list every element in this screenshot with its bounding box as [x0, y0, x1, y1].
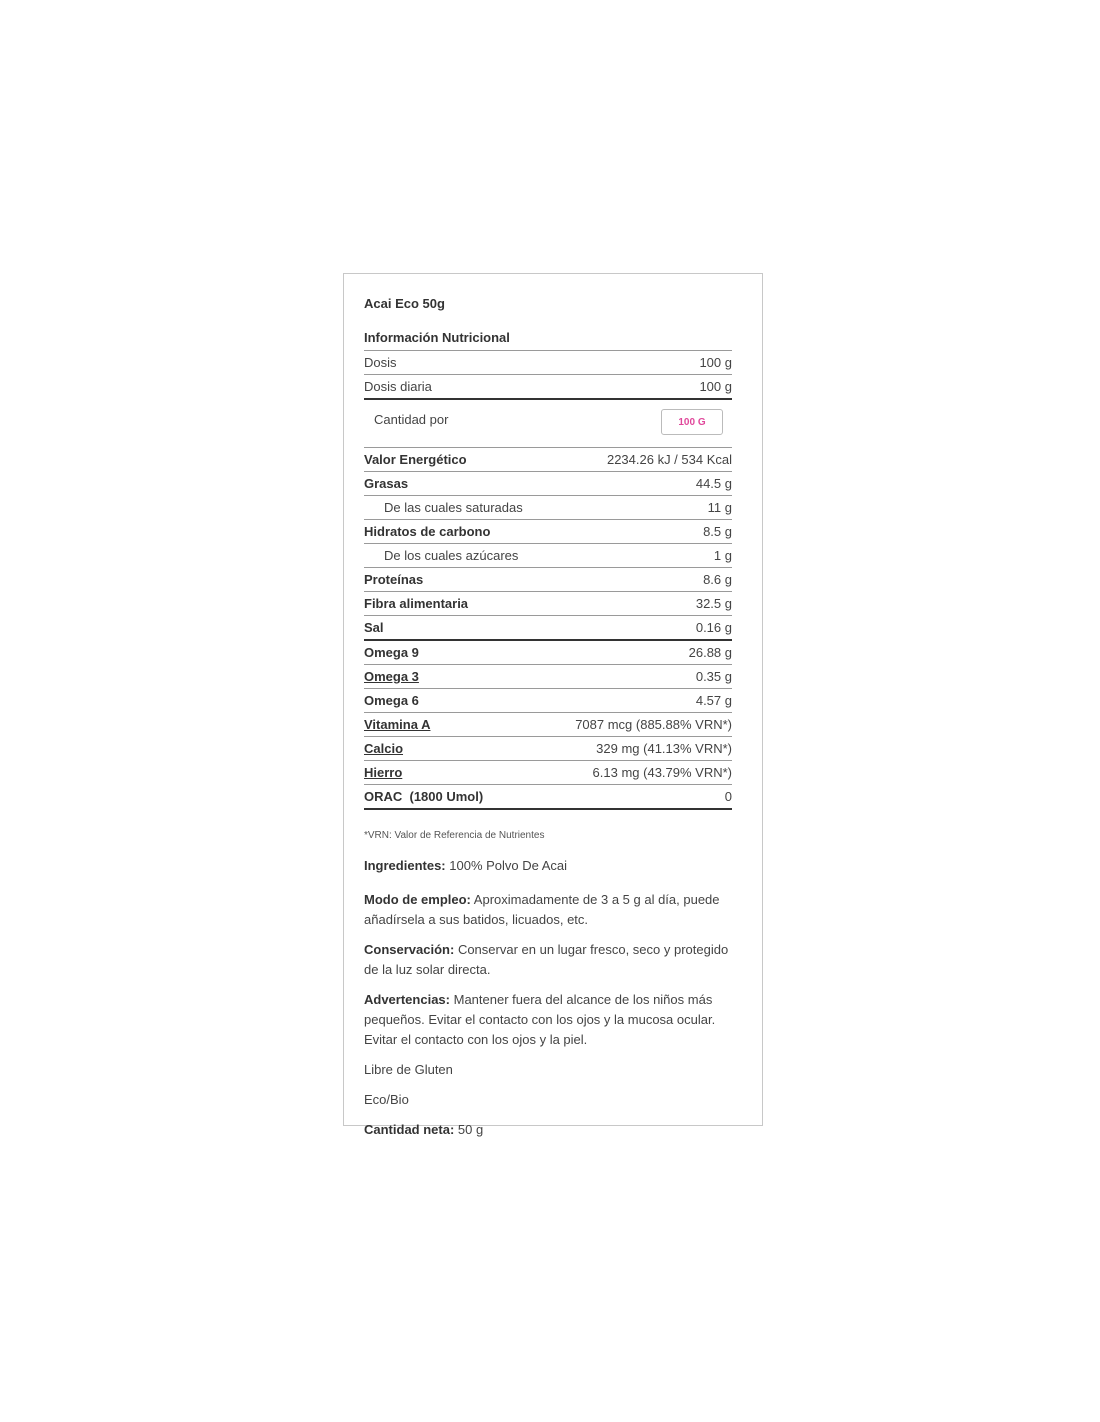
- nutrient-row-fiber: [364, 592, 732, 616]
- nutrient-row-saturated: [364, 496, 732, 520]
- section-title: Información Nutricional: [364, 326, 732, 351]
- dose-label: Dosis: [364, 355, 397, 370]
- dose-value: 100 g: [699, 355, 732, 370]
- warnings-label: Advertencias:: [364, 992, 450, 1007]
- extra-value: 6.13 mg (43.79% VRN*): [592, 765, 732, 780]
- nutrient-label: Valor Energético: [364, 452, 467, 467]
- portion-100g-button[interactable]: 100 G: [661, 409, 723, 435]
- warnings-text: Mantener fuera del alcance de los niños más pequeños. Evitar el contacto con los ojos y la mucosa ocular. Evitar el contacto con los ojos y la piel.: [364, 992, 716, 1047]
- omega3-link[interactable]: Omega 3: [364, 669, 419, 684]
- nutrient-row-carbs: [364, 520, 732, 544]
- vitamin-a-link[interactable]: Vitamina A: [364, 717, 431, 732]
- nutrition-card-inner: [364, 295, 732, 1140]
- nutrient-label: Grasas: [364, 476, 409, 491]
- extra-row-calcium: [364, 737, 732, 761]
- storage-label: Conservación:: [364, 942, 455, 957]
- usage-paragraph: [364, 890, 732, 930]
- nutrient-value: 0.16 g: [695, 620, 732, 635]
- storage-text: Conservar en un lugar fresco, seco y protegido de la luz solar directa.: [364, 942, 729, 977]
- nutrient-label: De las cuales saturadas: [384, 500, 523, 515]
- extra-row-vitamin-a: [364, 713, 732, 737]
- nutrient-value: 2234.26 kJ / 534 Kcal: [606, 452, 732, 467]
- extra-value: 329 mg (41.13% VRN*): [596, 741, 732, 756]
- dose-row: [364, 351, 732, 375]
- nutrient-value: 44.5 g: [695, 476, 732, 491]
- extra-row-iron: [364, 761, 732, 785]
- nutrient-row-salt: [364, 616, 732, 641]
- storage-paragraph: [364, 940, 732, 980]
- nutrient-value: 11 g: [707, 500, 732, 515]
- calcium-link[interactable]: Calcio: [364, 741, 404, 756]
- daily-dose-row: [364, 375, 732, 400]
- vrn-footnote: *VRN: Valor de Referencia de Nutrientes: [364, 830, 545, 841]
- usage-label: Modo de empleo:: [364, 892, 471, 907]
- extra-value: 0: [724, 789, 732, 804]
- eco-bio-text: Eco/Bio: [364, 1092, 409, 1107]
- ingredients-paragraph: [364, 856, 732, 876]
- daily-dose-value: 100 g: [699, 379, 732, 394]
- extra-row-omega9: [364, 641, 732, 665]
- nutrient-row-energy: [364, 448, 732, 472]
- nutrient-row-sugars: [364, 544, 732, 568]
- net-quantity-text: 50 g: [457, 1122, 484, 1137]
- extra-row-omega3: [364, 665, 732, 689]
- ingredients-text: 100% Polvo De Acai: [449, 858, 568, 873]
- nutrient-row-protein: [364, 568, 732, 592]
- nutrient-row-fat: [364, 472, 732, 496]
- nutrition-card: [343, 273, 763, 1137]
- nutrient-label: De los cuales azúcares: [384, 548, 519, 563]
- extra-label: Omega 6: [364, 693, 419, 708]
- nutrient-value: 8.5 g: [703, 524, 732, 539]
- extra-value: 4.57 g: [695, 693, 732, 708]
- product-title: Acai Eco 50g: [364, 296, 445, 311]
- extra-row-orac: [364, 785, 732, 810]
- extra-label: ORAC (1800 Umol): [364, 789, 484, 804]
- warnings-paragraph: [364, 990, 732, 1050]
- portion-label: Cantidad por: [374, 412, 449, 427]
- nutrient-label: Hidratos de carbono: [364, 524, 491, 539]
- net-quantity-paragraph: [364, 1120, 732, 1140]
- extra-value: 26.88 g: [688, 645, 732, 660]
- usage-text: Aproximadamente de 3 a 5 g al día, puede añadírsela a sus batidos, licuados, etc.: [364, 892, 720, 927]
- extra-row-omega6: [364, 689, 732, 713]
- nutrient-label: Sal: [364, 620, 384, 635]
- nutrient-value: 32.5 g: [695, 596, 732, 611]
- extra-value: 7087 mcg (885.88% VRN*): [575, 717, 732, 732]
- nutrient-label: Proteínas: [364, 572, 424, 587]
- gluten-free-text: Libre de Gluten: [364, 1062, 453, 1077]
- ingredients-label: Ingredientes:: [364, 858, 446, 873]
- nutrient-value: 1 g: [713, 548, 732, 563]
- extra-value: 0.35 g: [695, 669, 732, 684]
- net-quantity-label: Cantidad neta:: [364, 1122, 455, 1137]
- extra-label: Omega 9: [364, 645, 419, 660]
- daily-dose-label: Dosis diaria: [364, 379, 432, 394]
- iron-link[interactable]: Hierro: [364, 765, 403, 780]
- portion-selector-row: [364, 400, 732, 448]
- nutrient-value: 8.6 g: [703, 572, 732, 587]
- nutrient-label: Fibra alimentaria: [364, 596, 469, 611]
